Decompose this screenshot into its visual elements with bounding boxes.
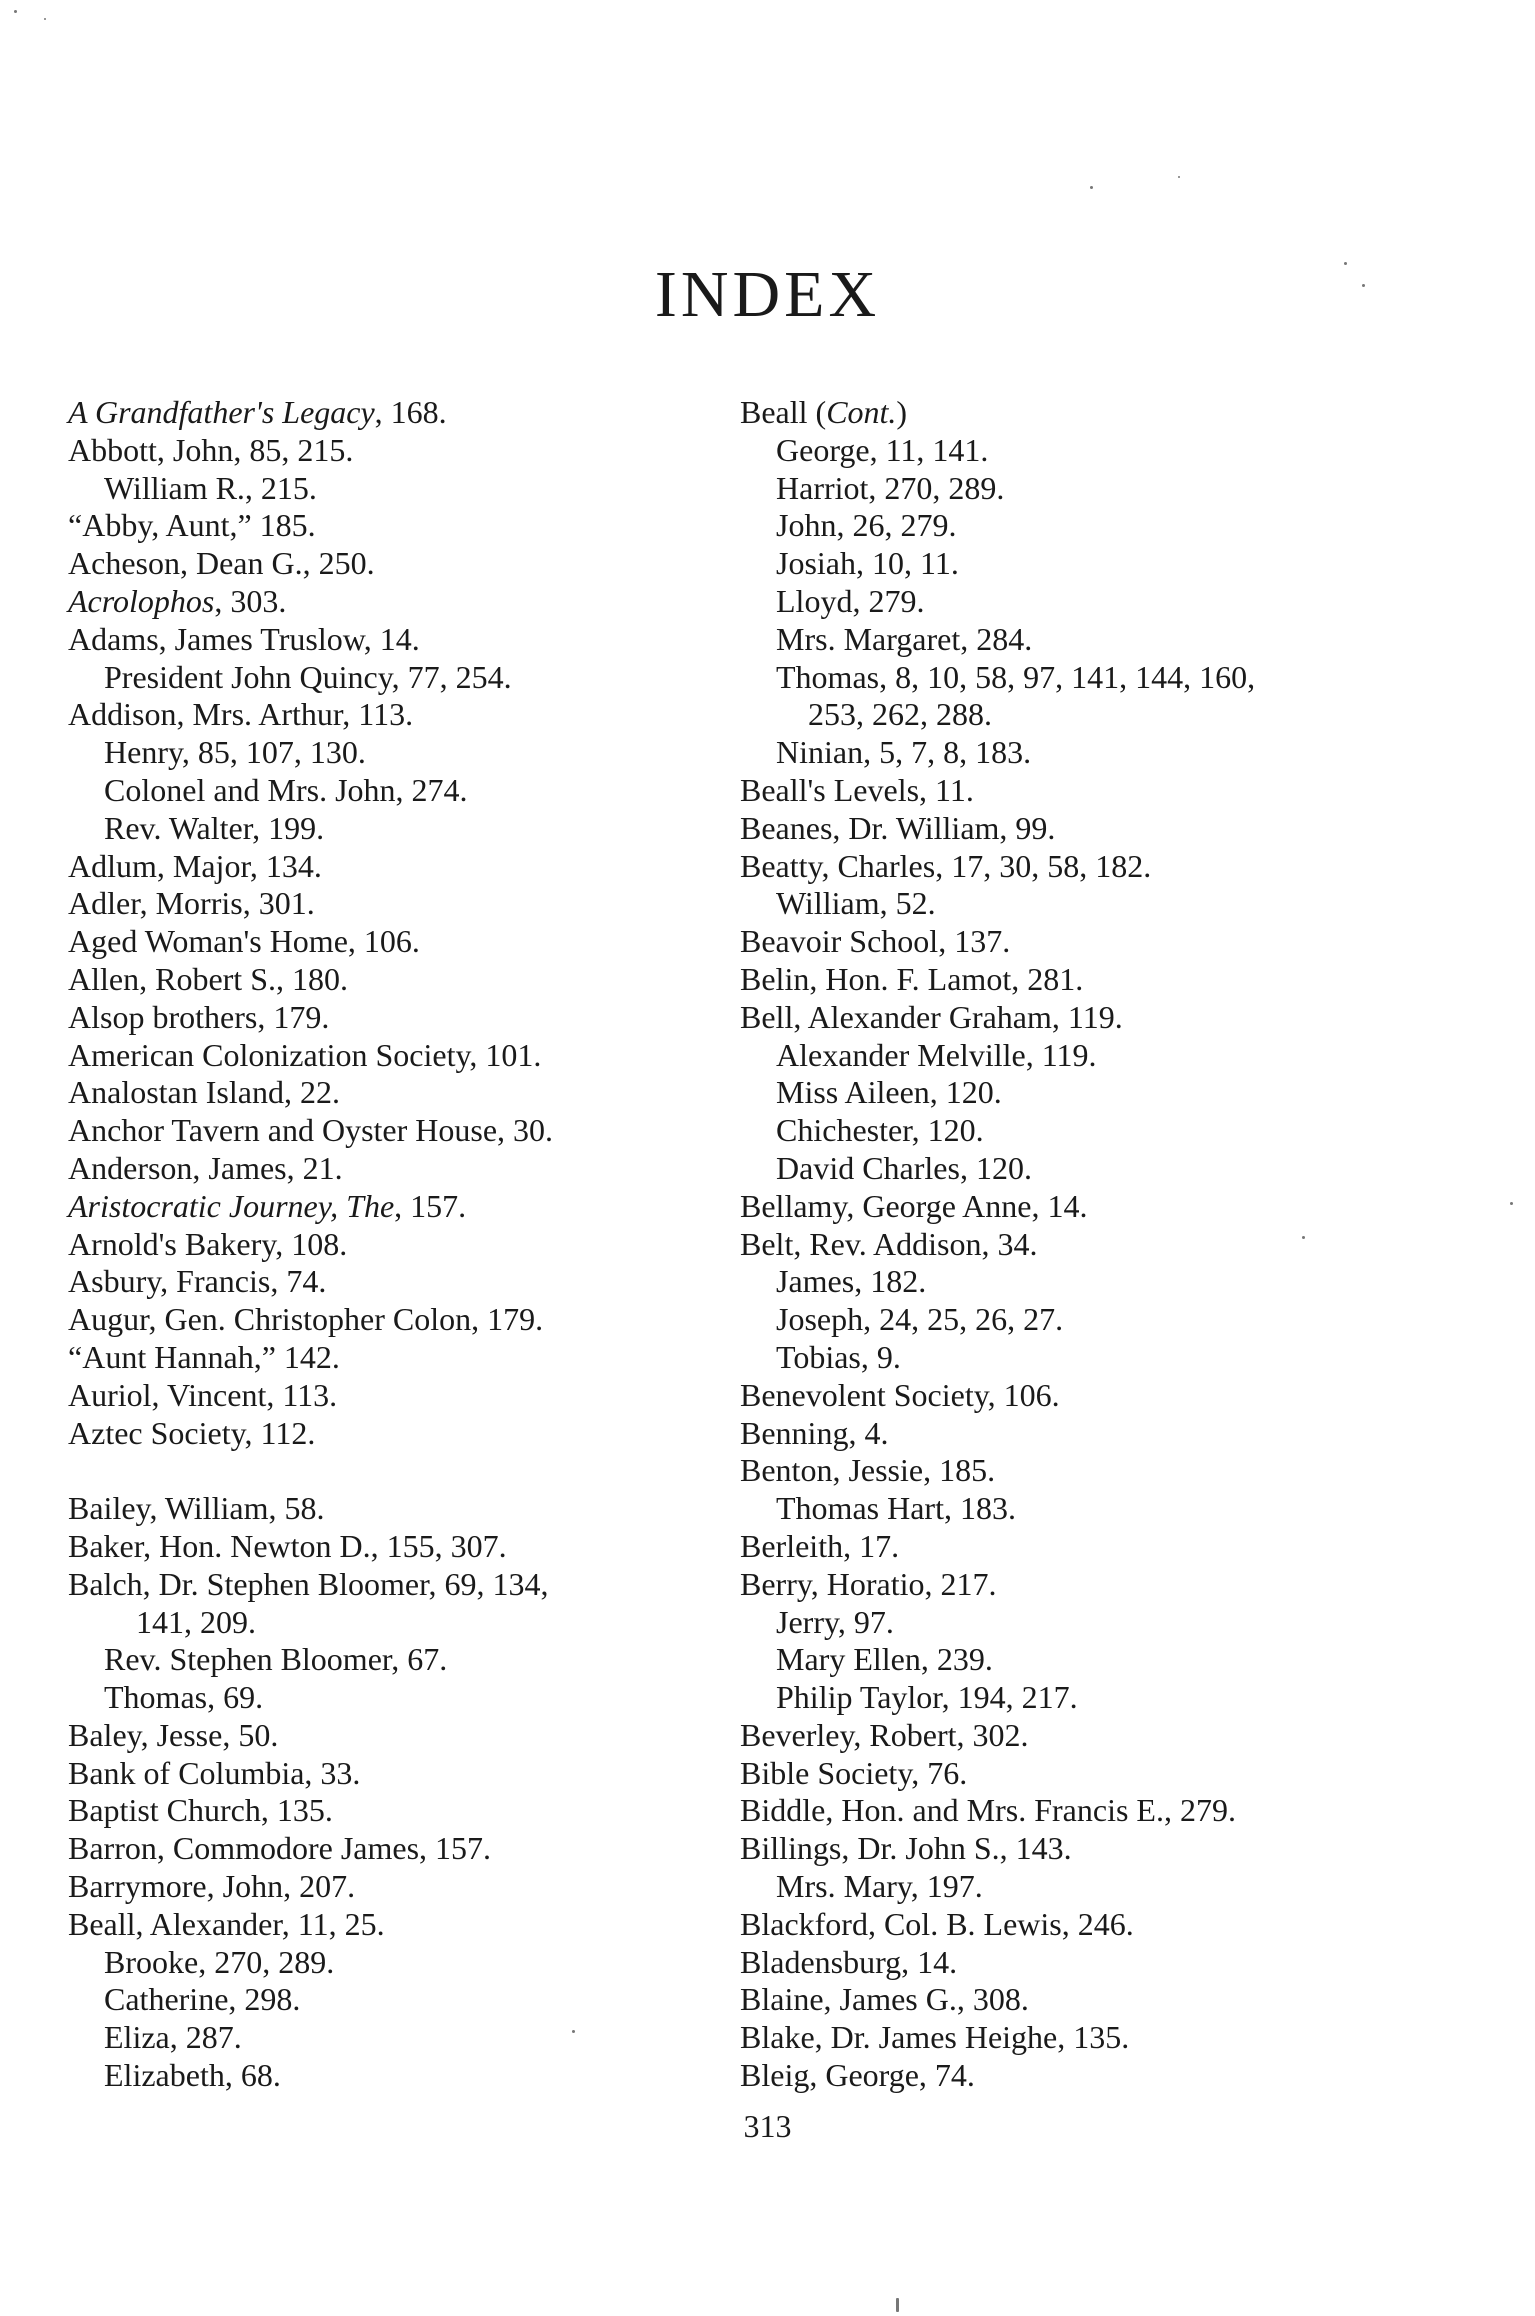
index-entry-text: Abbott, John, 85, 215.: [68, 431, 354, 468]
index-entry-text: George, 11, 141.: [776, 431, 989, 468]
index-entry: [68, 1755, 768, 1793]
index-entry-text: Alexander Melville, 119.: [776, 1036, 1097, 1073]
index-entry-text: , 303.: [214, 582, 287, 619]
index-entry-text: Beatty, Charles, 17, 30, 58, 182.: [740, 847, 1152, 884]
index-entry-text: Jerry, 97.: [776, 1603, 894, 1640]
index-entry-text: Baker, Hon. Newton D., 155, 307.: [68, 1527, 507, 1564]
index-entry: [740, 1490, 1440, 1528]
index-entry-text: Bladensburg, 14.: [740, 1943, 958, 1980]
index-entry: [740, 1301, 1440, 1339]
index-entry: [68, 2057, 768, 2095]
index-entry: [68, 1944, 768, 1982]
index-entry: [740, 1755, 1440, 1793]
scan-speck: [1362, 284, 1365, 287]
index-entry: [740, 810, 1440, 848]
index-entry: [740, 621, 1440, 659]
index-entry-text: , 168.: [374, 394, 447, 430]
index-entry-text: Asbury, Francis, 74.: [68, 1263, 327, 1300]
index-entry-text: Aged Woman's Home, 106.: [68, 923, 420, 960]
index-entry: [740, 1981, 1440, 2019]
index-entry: [740, 545, 1440, 583]
index-entry: [740, 772, 1440, 810]
index-entry: [740, 1604, 1440, 1642]
index-entry-text: Beavoir School, 137.: [740, 923, 1011, 960]
index-entry-text: Brooke, 270, 289.: [104, 1943, 335, 1980]
index-entry-text: Billings, Dr. John S., 143.: [740, 1830, 1072, 1867]
index-entry: [68, 1415, 768, 1453]
index-column-left: [68, 394, 768, 2095]
index-entry: [68, 1112, 768, 1150]
index-entry: [740, 885, 1440, 923]
index-entry-text: Biddle, Hon. and Mrs. Francis E., 279.: [740, 1792, 1236, 1829]
index-entry: [68, 1301, 768, 1339]
index-entry-text: Henry, 85, 107, 130.: [104, 734, 366, 771]
index-entry: [68, 1074, 768, 1112]
index-entry-text: Blackford, Col. B. Lewis, 246.: [740, 1905, 1134, 1942]
index-entry: [68, 1263, 768, 1301]
index-entry-text: Bible Society, 76.: [740, 1754, 968, 1791]
index-entry-text: Barron, Commodore James, 157.: [68, 1830, 492, 1867]
index-entry: [740, 1339, 1440, 1377]
index-entry-text: Tobias, 9.: [776, 1338, 901, 1375]
index-entry: [740, 1868, 1440, 1906]
index-entry-text: Beverley, Robert, 302.: [740, 1716, 1029, 1753]
index-entry: [68, 432, 768, 470]
index-entry: [68, 1906, 768, 1944]
index-entry: [740, 1112, 1440, 1150]
index-entry: [740, 961, 1440, 999]
index-entry-text: Harriot, 270, 289.: [776, 469, 1005, 506]
index-entry: [68, 961, 768, 999]
index-entry: [68, 394, 768, 432]
index-entry: [740, 432, 1440, 470]
index-entry: [740, 1452, 1440, 1490]
index-entry: [68, 583, 768, 621]
index-entry: [68, 734, 768, 772]
index-entry: [740, 923, 1440, 961]
index-entry-text: 141, 209.: [136, 1603, 256, 1640]
index-entry-text: Mrs. Mary, 197.: [776, 1868, 983, 1905]
scan-speck: [572, 2030, 575, 2033]
index-entry-text: Chichester, 120.: [776, 1112, 984, 1149]
index-entry-text: William R., 215.: [104, 469, 317, 506]
index-entry-text: Beanes, Dr. William, 99.: [740, 809, 1056, 846]
index-entry: [68, 923, 768, 961]
index-entry: [740, 2057, 1440, 2095]
index-entry-text: Addison, Mrs. Arthur, 113.: [68, 696, 414, 733]
index-entry-text: Belt, Rev. Addison, 34.: [740, 1225, 1038, 1262]
scan-speck: [1302, 1236, 1305, 1239]
index-entry-text: Philip Taylor, 194, 217.: [776, 1679, 1078, 1716]
index-entry: [740, 507, 1440, 545]
index-entry: [740, 659, 1440, 697]
index-entry: [68, 1604, 768, 1642]
index-entry-text: Catherine, 298.: [104, 1981, 301, 2018]
index-entry: [68, 1981, 768, 2019]
index-entry-text: Rev. Stephen Bloomer, 67.: [104, 1641, 448, 1678]
index-entry: [740, 848, 1440, 886]
index-entry-italic-text: Acrolophos: [68, 582, 215, 619]
index-entry-text: Beall (: [740, 394, 827, 430]
index-entry: [740, 1717, 1440, 1755]
index-entry: [740, 1377, 1440, 1415]
index-entry-italic-text: Aristocratic Journey, The: [68, 1187, 395, 1224]
index-entry-text: , 157.: [394, 1187, 467, 1224]
index-entry-text: James, 182.: [776, 1263, 927, 1300]
index-entry: [68, 1717, 768, 1755]
index-entry: [740, 696, 1440, 734]
index-entry: [740, 1566, 1440, 1604]
index-entry-text: Mary Ellen, 239.: [776, 1641, 993, 1678]
page-title: INDEX: [654, 258, 881, 331]
index-entry: [68, 1868, 768, 1906]
index-entry-text: David Charles, 120.: [776, 1149, 1032, 1186]
index-entry-text: Bellamy, George Anne, 14.: [740, 1187, 1088, 1224]
index-entry-text: Josiah, 10, 11.: [776, 545, 959, 582]
index-entry: [740, 470, 1440, 508]
index-entry: [740, 2019, 1440, 2057]
index-entry-text: Benevolent Society, 106.: [740, 1376, 1060, 1413]
index-entry: [740, 1944, 1440, 1982]
index-entry: [740, 583, 1440, 621]
index-entry: [68, 1566, 768, 1604]
index-entry: [740, 734, 1440, 772]
index-entry: [68, 848, 768, 886]
index-entry-text: John, 26, 279.: [776, 507, 957, 544]
index-entry: [740, 1792, 1440, 1830]
index-entry-text: Blake, Dr. James Heighe, 135.: [740, 2019, 1130, 2056]
index-entry: [68, 659, 768, 697]
index-entry-text: Colonel and Mrs. John, 274.: [104, 771, 468, 808]
index-entry-text: Rev. Walter, 199.: [104, 809, 325, 846]
index-entry-text: Joseph, 24, 25, 26, 27.: [776, 1301, 1064, 1338]
index-entry: [68, 1528, 768, 1566]
index-entry: [740, 1679, 1440, 1717]
index-entry-text: Balch, Dr. Stephen Bloomer, 69, 134,: [68, 1565, 549, 1602]
scan-speck: [14, 10, 17, 13]
scan-speck: [1510, 1202, 1513, 1205]
index-entry: [68, 1226, 768, 1264]
index-entry: [68, 1377, 768, 1415]
index-entry: [68, 545, 768, 583]
index-entry-text: Thomas, 69.: [104, 1679, 264, 1716]
scan-speck: [1178, 176, 1180, 178]
index-entry-text: ): [896, 394, 908, 430]
index-entry: [740, 1263, 1440, 1301]
index-entry-text: Adams, James Truslow, 14.: [68, 620, 420, 657]
index-entry-text: Benning, 4.: [740, 1414, 889, 1451]
index-entry-text: Berleith, 17.: [740, 1527, 900, 1564]
index-entry-text: “Aunt Hannah,” 142.: [68, 1338, 340, 1375]
index-entry-text: Auriol, Vincent, 113.: [68, 1376, 338, 1413]
index-entry: [68, 696, 768, 734]
index-entry-italic-text: Cont.: [826, 394, 897, 430]
index-entry: [740, 1074, 1440, 1112]
page-number: 313: [743, 2108, 792, 2144]
index-entry: [740, 1830, 1440, 1868]
index-entry: [68, 1037, 768, 1075]
index-entry-text: Beall, Alexander, 11, 25.: [68, 1905, 385, 1942]
index-entry: [68, 772, 768, 810]
index-entry: [740, 1641, 1440, 1679]
index-entry-text: Mrs. Margaret, 284.: [776, 620, 1033, 657]
index-entry-text: Anchor Tavern and Oyster House, 30.: [68, 1112, 554, 1149]
index-entry-text: 253, 262, 288.: [808, 696, 992, 733]
index-entry: [740, 1037, 1440, 1075]
index-entry: [68, 621, 768, 659]
index-entry: [68, 1339, 768, 1377]
index-entry-text: Belin, Hon. F. Lamot, 281.: [740, 960, 1084, 997]
index-entry-text: Augur, Gen. Christopher Colon, 179.: [68, 1301, 544, 1338]
index-entry-text: “Abby, Aunt,” 185.: [68, 507, 316, 544]
index-entry: [68, 1188, 768, 1226]
index-entry: [68, 999, 768, 1037]
index-column-right: [740, 394, 1440, 2095]
index-entry: [740, 1188, 1440, 1226]
index-entry-text: Acheson, Dean G., 250.: [68, 545, 375, 582]
index-entry-text: Benton, Jessie, 185.: [740, 1452, 996, 1489]
index-entry-text: Aztec Society, 112.: [68, 1414, 316, 1451]
index-entry-text: Analostan Island, 22.: [68, 1074, 340, 1111]
index-entry: [740, 999, 1440, 1037]
scan-speck: [1090, 186, 1093, 189]
index-entry: [740, 1226, 1440, 1264]
index-entry-text: Anderson, James, 21.: [68, 1149, 343, 1186]
index-entry: [740, 1528, 1440, 1566]
index-entry-text: Bell, Alexander Graham, 119.: [740, 998, 1123, 1035]
index-entry-text: Baptist Church, 135.: [68, 1792, 333, 1829]
index-entry-text: Blaine, James G., 308.: [740, 1981, 1029, 2018]
index-entry-text: Baley, Jesse, 50.: [68, 1716, 279, 1753]
index-entry: [68, 1679, 768, 1717]
index-entry-text: Bleig, George, 74.: [740, 2057, 975, 2094]
index-entry-text: President John Quincy, 77, 254.: [104, 658, 512, 695]
index-entry-text: Ninian, 5, 7, 8, 183.: [776, 734, 1032, 771]
scan-speck: [896, 2298, 899, 2312]
index-entry: [68, 470, 768, 508]
index-entry: [68, 810, 768, 848]
index-entry-text: Adlum, Major, 134.: [68, 847, 322, 884]
index-entry: [68, 1641, 768, 1679]
index-entry-text: Alsop brothers, 179.: [68, 998, 330, 1035]
index-entry-text: Miss Aileen, 120.: [776, 1074, 1002, 1111]
index-entry: [740, 1415, 1440, 1453]
scan-speck: [1344, 262, 1347, 265]
index-entry-italic-text: A Grandfather's Legacy: [68, 394, 375, 430]
index-entry-text: Thomas Hart, 183.: [776, 1490, 1016, 1527]
index-entry-text: Adler, Morris, 301.: [68, 885, 315, 922]
index-entry-text: Bailey, William, 58.: [68, 1490, 325, 1527]
index-entry-text: William, 52.: [776, 885, 936, 922]
index-entry: [68, 885, 768, 923]
index-entry-text: Bank of Columbia, 33.: [68, 1754, 361, 1791]
index-entry-text: Elizabeth, 68.: [104, 2057, 281, 2094]
index-entry-text: Eliza, 287.: [104, 2019, 242, 2056]
index-entry-text: Barrymore, John, 207.: [68, 1868, 356, 1905]
index-entry-text: Beall's Levels, 11.: [740, 771, 974, 808]
index-entry-text: Arnold's Bakery, 108.: [68, 1225, 348, 1262]
scan-speck: [44, 18, 46, 20]
index-entry: [740, 1906, 1440, 1944]
index-entry: [68, 2019, 768, 2057]
index-entry: [740, 394, 1440, 432]
index-entry: [740, 1150, 1440, 1188]
index-entry: [68, 1792, 768, 1830]
index-entry: [68, 507, 768, 545]
index-entry-text: Berry, Horatio, 217.: [740, 1565, 997, 1602]
index-entry: [68, 1830, 768, 1868]
index-entry-text: American Colonization Society, 101.: [68, 1036, 542, 1073]
index-entry: [68, 1150, 768, 1188]
index-entry-text: Lloyd, 279.: [776, 582, 925, 619]
index-entry: [68, 1490, 768, 1528]
index-entry-text: Allen, Robert S., 180.: [68, 960, 348, 997]
index-entry-text: Thomas, 8, 10, 58, 97, 141, 144, 160,: [776, 658, 1256, 695]
